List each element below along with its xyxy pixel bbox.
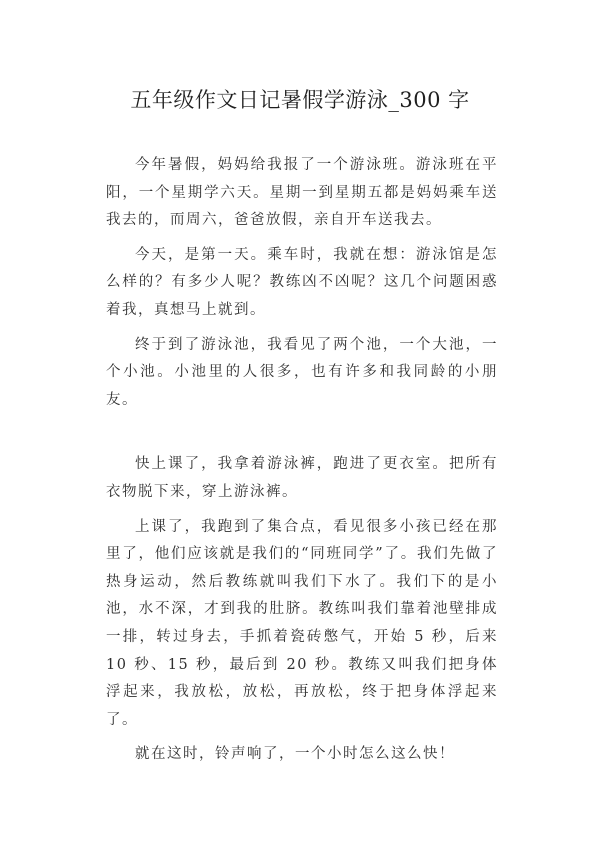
paragraph: 今年暑假，妈妈给我报了一个游泳班。游泳班在平阳，一个星期学六天。星期一到星期五都是妈妈乘车送我去的，而周六，爸爸放假，亲自开车送我去。 (106, 157, 498, 229)
document-title: 五年级作文日记暑假学游泳_300 字 (130, 88, 470, 112)
paragraph: 今天，是第一天。乘车时，我就在想：游泳馆是怎么样的？有多少人呢？教练凶不凶呢？这几个问题困惑着我，真想马上就到。 (106, 246, 498, 318)
paragraph: 上课了，我跑到了集合点，看见很多小孩已经在那里了，他们应该就是我们的“同班同学”了。我们先做了热身运动，然后教练就叫我们下水了。我们下的是小池，水不深，才到我的肚脐。教练叫我们靠着池壁排成一排，转过身去，手抓着瓷砖憋气，开始 5 秒，后来 10 秒、15 秒，最后到 20 秒。教练又叫我们把身体浮起来，我放松，放松，再放松，终于把身体浮起来了。 (106, 518, 498, 728)
paragraph: 终于到了游泳池，我看见了两个池，一个大池，一个小池。小池里的人很多，也有许多和我同龄的小朋友。 (106, 336, 498, 408)
paragraph: 就在这时，铃声响了，一个小时怎么这么快！ (135, 746, 455, 763)
paragraph: 快上课了，我拿着游泳裤，跑进了更衣室。把所有衣物脱下来，穿上游泳裤。 (106, 456, 498, 500)
document-body (106, 152, 498, 776)
